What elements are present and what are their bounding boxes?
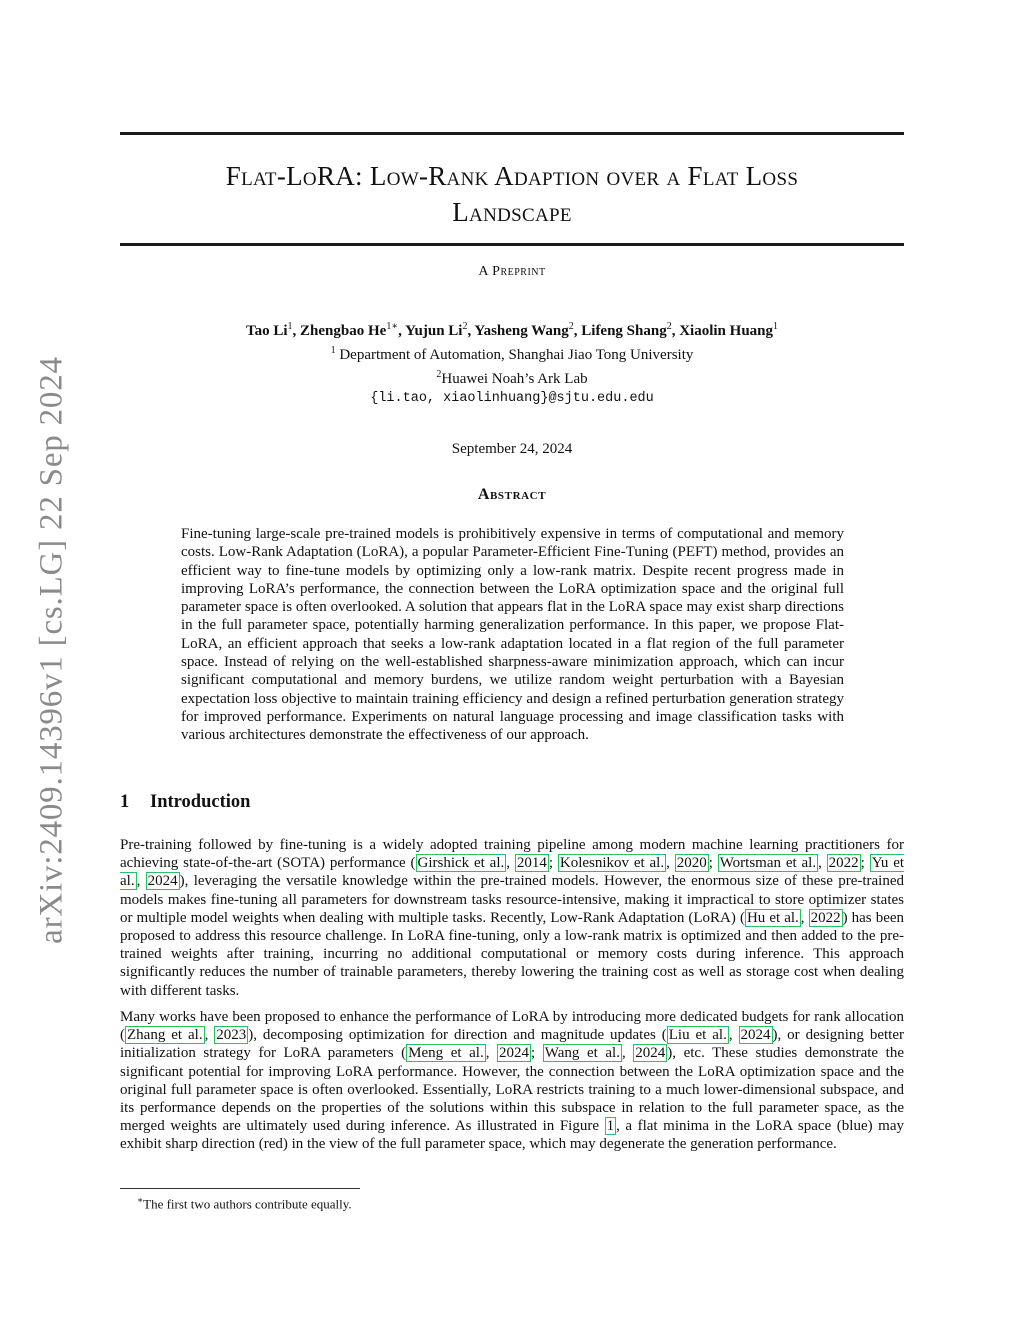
section-title: Introduction <box>150 792 251 812</box>
author-name: Tao Li <box>245 323 288 339</box>
citation-year-link[interactable]: 2024 <box>147 873 178 890</box>
author-name: Xiaolin Huang <box>679 323 773 339</box>
paragraph-text: , <box>728 1027 739 1044</box>
citation-link[interactable]: Girshick et al. <box>417 855 505 872</box>
paragraph-text: ; <box>548 855 558 872</box>
paragraph-text: , <box>204 1027 215 1044</box>
paragraph-text: ) has been proposed to address this resource challenge. In LoRA fine-tuning, only a low-rank matrix is optimized and then added to the pre-trained weights after training, incurring no additional computational or memory costs during inference. This approach significantly reduces the number of trainable parameters, thereby lowering the training cost as well as storage cost when dealing with different tasks. <box>120 909 905 999</box>
publication-date: September 24, 2024 <box>451 441 573 457</box>
affiliation-mark: 2 <box>436 369 442 380</box>
paragraph-text: , <box>506 855 515 872</box>
paragraph-text: , <box>800 909 809 926</box>
paragraph-text: ; <box>708 855 718 872</box>
title-line-2: Landscape <box>452 197 572 227</box>
citation-link[interactable]: Kolesnikov et al. <box>559 855 665 872</box>
citation-year-link[interactable]: 2023 <box>216 1027 247 1044</box>
citation-year-link[interactable]: 2022 <box>828 855 859 872</box>
paragraph-text: , <box>666 855 675 872</box>
paragraph-text: ; <box>531 1045 543 1062</box>
affiliation-text: Department of Automation, Shanghai Jiao Tong University <box>335 347 694 363</box>
arxiv-sidebar-stamp: arXiv:2409.14396v1 [cs.LG] 22 Sep 2024 <box>33 356 70 944</box>
abstract-heading: Abstract <box>477 486 547 503</box>
footnote <box>137 1192 352 1212</box>
author-block <box>120 317 904 408</box>
preprint-label: A Preprint <box>478 264 546 279</box>
paragraph-text: , a flat minima in the LoRA space (blue) may exhibit sharp direction (red) in the view of the full parameter space, which may degenerate the generation performance. <box>120 1118 905 1153</box>
author-mark: 2 <box>666 321 672 332</box>
author-name: Yujun Li <box>405 323 463 339</box>
citation-year-link[interactable]: 2014 <box>516 855 547 872</box>
paragraph-text: ; <box>860 855 870 872</box>
paragraph-text: , <box>818 855 827 872</box>
footnote-mark: ∗ <box>137 1195 144 1205</box>
paragraph-text: , <box>136 873 146 890</box>
paragraph-text: , <box>485 1045 498 1062</box>
citation-link[interactable]: Wang et al. <box>544 1045 620 1062</box>
citation-link[interactable]: Yu et al. <box>120 855 905 890</box>
author-list: Tao Li$^1$, Zhengbao $He^{1∗}$, Yujun Li$^2$, Yasheng Wang$^2$, Lifeng Shang$^2$, Xiaolin Huang$^1$ <box>245 321 778 339</box>
paragraph-text: ), or designing better initialization strategy for LoRA parameters ( <box>120 1027 904 1062</box>
paragraph-text: ), decomposing optimization for direction and magnitude updates ( <box>248 1027 667 1044</box>
citation-link[interactable]: Liu et al. <box>668 1027 727 1044</box>
citation-year-link[interactable]: 2024 <box>740 1027 771 1044</box>
footnote-divider <box>120 1188 360 1189</box>
section-number: 1 <box>120 792 130 812</box>
title-line-1: Flat-LoRA: Low-Rank Adaption over a Flat Loss <box>225 161 799 191</box>
paragraph-text: ), leveraging the versatile knowledge within the pre-trained models. However, the enormous size of these pre-trained models makes fine-tuning all parameters for downstream tasks resource-intensive, making it impractical to store optimizer states or multiple model weights when dealing with multiple tasks. Recently, Low-Rank Adaptation (LoRA) ( <box>120 873 904 926</box>
contact-email: {li.tao, xiaolinhuang}@sjtu.edu.edu <box>370 391 654 406</box>
intro-paragraph-2 <box>120 1008 904 1154</box>
title-bottom-rule <box>120 243 904 246</box>
affiliation-1 <box>120 341 904 365</box>
author-mark: 2 <box>462 321 468 332</box>
author-name: Zhengbao He <box>300 323 387 339</box>
paragraph-text: ), etc. These studies demonstrate the significant potential for improving LoRA performance. However, the connection between the LoRA optimization space and the original full parameter space is often overlooked. Essentially, LoRA restricts training to a much lower-dimensional subspace, and its performance depends on the properties of the solutions within this subspace in relation to the full parameter space, as the merged weights are ultimately used during inference. As illustrated in Figure <box>120 1045 904 1135</box>
paper-title <box>120 158 904 230</box>
citation-link[interactable]: Wortsman et al. <box>719 855 817 872</box>
citation-year-link[interactable]: 2024 <box>635 1045 666 1062</box>
citation-link[interactable]: Meng et al. <box>408 1045 484 1062</box>
citation-year-link[interactable]: 2024 <box>499 1045 530 1062</box>
author-name: Lifeng Shang <box>581 323 667 339</box>
citation-year-link[interactable]: 2022 <box>810 909 841 926</box>
paragraph-text: Many works have been proposed to enhance the performance of LoRA by introducing more dedicated budgets for rank allocation ( <box>120 1009 904 1044</box>
paragraph-text: Pre-training followed by fine-tuning is a widely adopted training pipeline among modern machine learning practitioners for achieving state-of-the-art (SOTA) performance ( <box>120 837 904 872</box>
affiliation-2 <box>120 365 904 389</box>
abstract-text: Fine-tuning large-scale pre-trained models is prohibitively expensive in terms of computational and memory costs. Low-Rank Adaptation (LoRA), a popular Parameter-Efficient Fine-Tuning (PEFT) method, provides an efficient way to fine-tune models by optimizing only a low-rank matrix. Despite recent progress made in improving LoRA’s performance, the connection between the LoRA optimization space and the original full parameter space is often overlooked. A solution that appears flat in the LoRA space may exist sharp directions in the full parameter space, potentially harming generalization performance. In this paper, we propose Flat-LoRA, an efficient approach that seeks a low-rank adaptation located in a flat region of the full parameter space. Instead of relying on the well-established sharpness-aware minimization approach, which can incur significant computational and memory burdens, we utilize random weight perturbation with a Bayesian expectation loss objective to maintain training efficiency and design a refined perturbation generation strategy for improved performance. Experiments on natural language processing and image classification tasks with various architectures demonstrate the effectiveness of our approach. <box>181 526 844 744</box>
citation-year-link[interactable]: 2020 <box>676 855 707 872</box>
figure-ref-link[interactable]: 1 <box>606 1118 615 1135</box>
author-mark: 2 <box>568 321 574 332</box>
section-heading <box>120 792 250 813</box>
intro-paragraph-1 <box>120 836 904 1000</box>
affiliation-text: Huawei Noah’s Ark Lab <box>441 371 588 387</box>
footnote-text: The first two authors contribute equally. <box>143 1196 352 1212</box>
author-mark: 1∗ <box>386 321 399 332</box>
author-mark: 1 <box>773 321 778 332</box>
citation-link[interactable]: Zhang et al. <box>127 1027 203 1044</box>
author-mark: 1 <box>287 321 293 332</box>
author-name: Yasheng Wang <box>474 323 569 339</box>
citation-link[interactable]: Hu et al. <box>746 909 799 926</box>
paragraph-text: , <box>621 1045 634 1062</box>
affiliation-mark: 1 <box>330 345 336 356</box>
title-top-rule <box>120 132 904 135</box>
